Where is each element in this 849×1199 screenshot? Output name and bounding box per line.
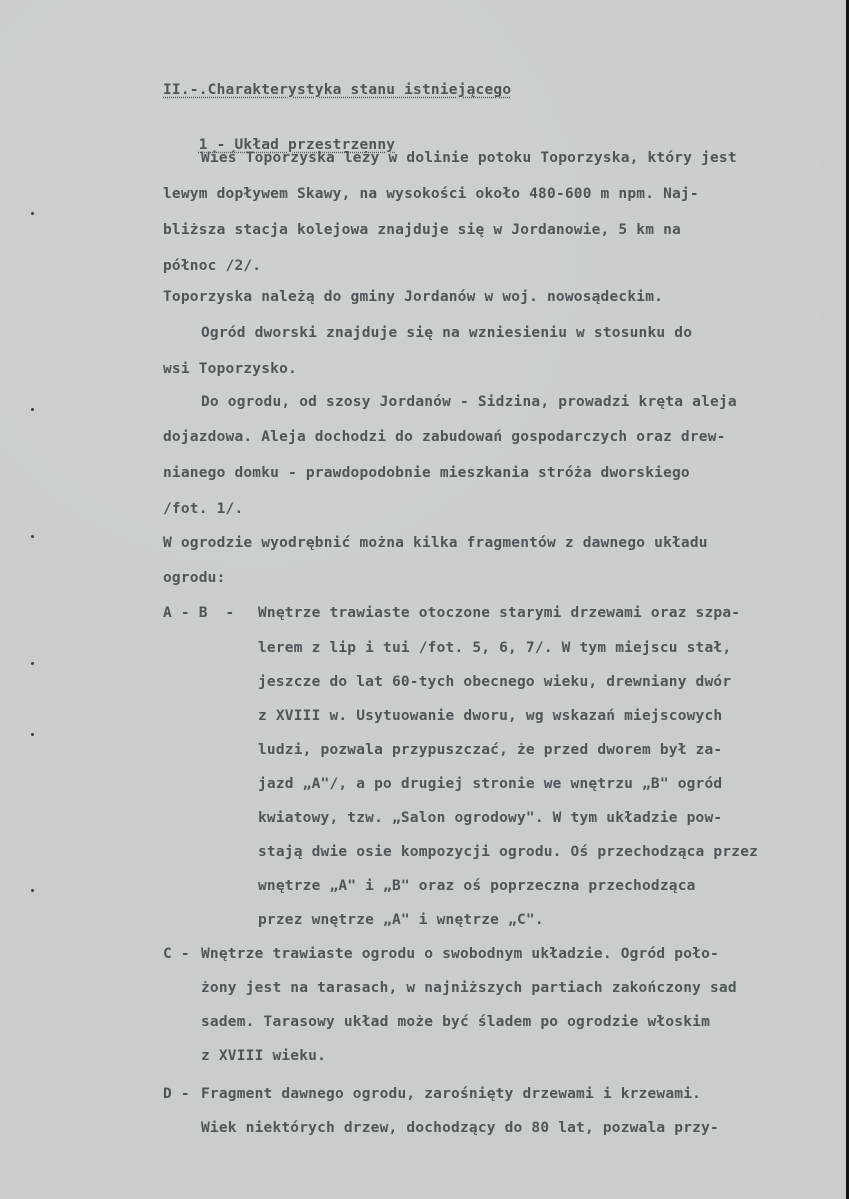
paragraph-line: Ogród dworski znajduje się na wzniesieniu w stosunku do xyxy=(201,325,693,341)
item-line: ludzi, pozwala przypuszczać, że przed dworem był za- xyxy=(258,742,723,758)
item-label-d: D - xyxy=(163,1086,190,1102)
item-line: Wiek niektórych drzew, dochodzący do 80 lat, pozwala przy- xyxy=(201,1120,719,1136)
binding-hole xyxy=(31,889,34,892)
item-line: wnętrze „A" i „B" oraz oś poprzeczna przechodząca xyxy=(258,878,696,894)
paragraph-line: Do ogrodu, od szosy Jordanów - Sidzina, prowadzi kręta aleja xyxy=(201,394,737,410)
binding-hole xyxy=(31,535,34,538)
paragraph-line: W ogrodzie wyodrębnić można kilka fragmentów z dawnego układu xyxy=(163,535,708,551)
paragraph-line: wsi Toporzysko. xyxy=(163,361,297,377)
item-line: jazd „A"/, a po drugiej stronie we wnętrzu „B" ogród xyxy=(258,776,723,792)
item-line: z XVIII wieku. xyxy=(201,1048,327,1064)
paragraph-line: lewym dopływem Skawy, na wysokości około 480-600 m npm. Naj- xyxy=(163,186,699,202)
binding-hole xyxy=(31,212,34,215)
item-line: z XVIII w. Usytuowanie dworu, wg wskazań miejscowych xyxy=(258,708,723,724)
item-line: kwiatowy, tzw. „Salon ogrodowy". W tym układzie pow- xyxy=(258,810,723,826)
subsection-heading-text: 1 - Układ przestrzenny xyxy=(198,137,396,153)
paragraph-line: ogrodu: xyxy=(163,570,226,586)
binding-hole xyxy=(31,733,34,736)
item-line: przez wnętrze „A" i wnętrze „C". xyxy=(258,912,544,928)
paragraph-line: północ /2/. xyxy=(163,258,262,274)
binding-hole xyxy=(31,408,34,411)
item-line: Wnętrze trawiaste ogrodu o swobodnym układzie. Ogród poło- xyxy=(201,946,719,962)
item-line: Wnętrze trawiaste otoczone starymi drzewami oraz szpa- xyxy=(258,605,741,621)
paragraph-line: Toporzyska należą do gminy Jordanów w woj. nowosądeckim. xyxy=(163,289,664,305)
paragraph-line: nianego domku - prawdopodobnie mieszkania stróża dworskiego xyxy=(163,465,690,481)
item-line: stają dwie osie kompozycji ogrodu. Oś przechodząca przez xyxy=(258,844,759,860)
item-label-c: C - xyxy=(163,946,190,962)
item-line: lerem z lip i tui /fot. 5, 6, 7/. W tym miejscu stał, xyxy=(258,640,732,656)
paragraph-line: Wieś Toporzyska leży w dolinie potoku Toporzyska, który jest xyxy=(201,150,737,166)
section-heading: II.-.Charakterystyka stanu istniejącego xyxy=(163,82,512,98)
item-line: żony jest na tarasach, w najniższych partiach zakończony sad xyxy=(201,980,737,996)
binding-hole xyxy=(31,662,34,665)
item-line: Fragment dawnego ogrodu, zarośnięty drzewami i krzewami. xyxy=(201,1086,702,1102)
item-line: sadem. Tarasowy układ może być śladem po ogrodzie włoskim xyxy=(201,1014,710,1030)
paragraph-line: dojazdowa. Aleja dochodzi do zabudowań gospodarczych oraz drew- xyxy=(163,429,726,445)
paragraph-line: /fot. 1/. xyxy=(163,501,244,517)
item-line: jeszcze do lat 60-tych obecnego wieku, drewniany dwór xyxy=(258,674,732,690)
item-label-ab: A - B - xyxy=(163,605,235,621)
paragraph-line: bliższa stacja kolejowa znajduje się w Jordanowie, 5 km na xyxy=(163,222,681,238)
